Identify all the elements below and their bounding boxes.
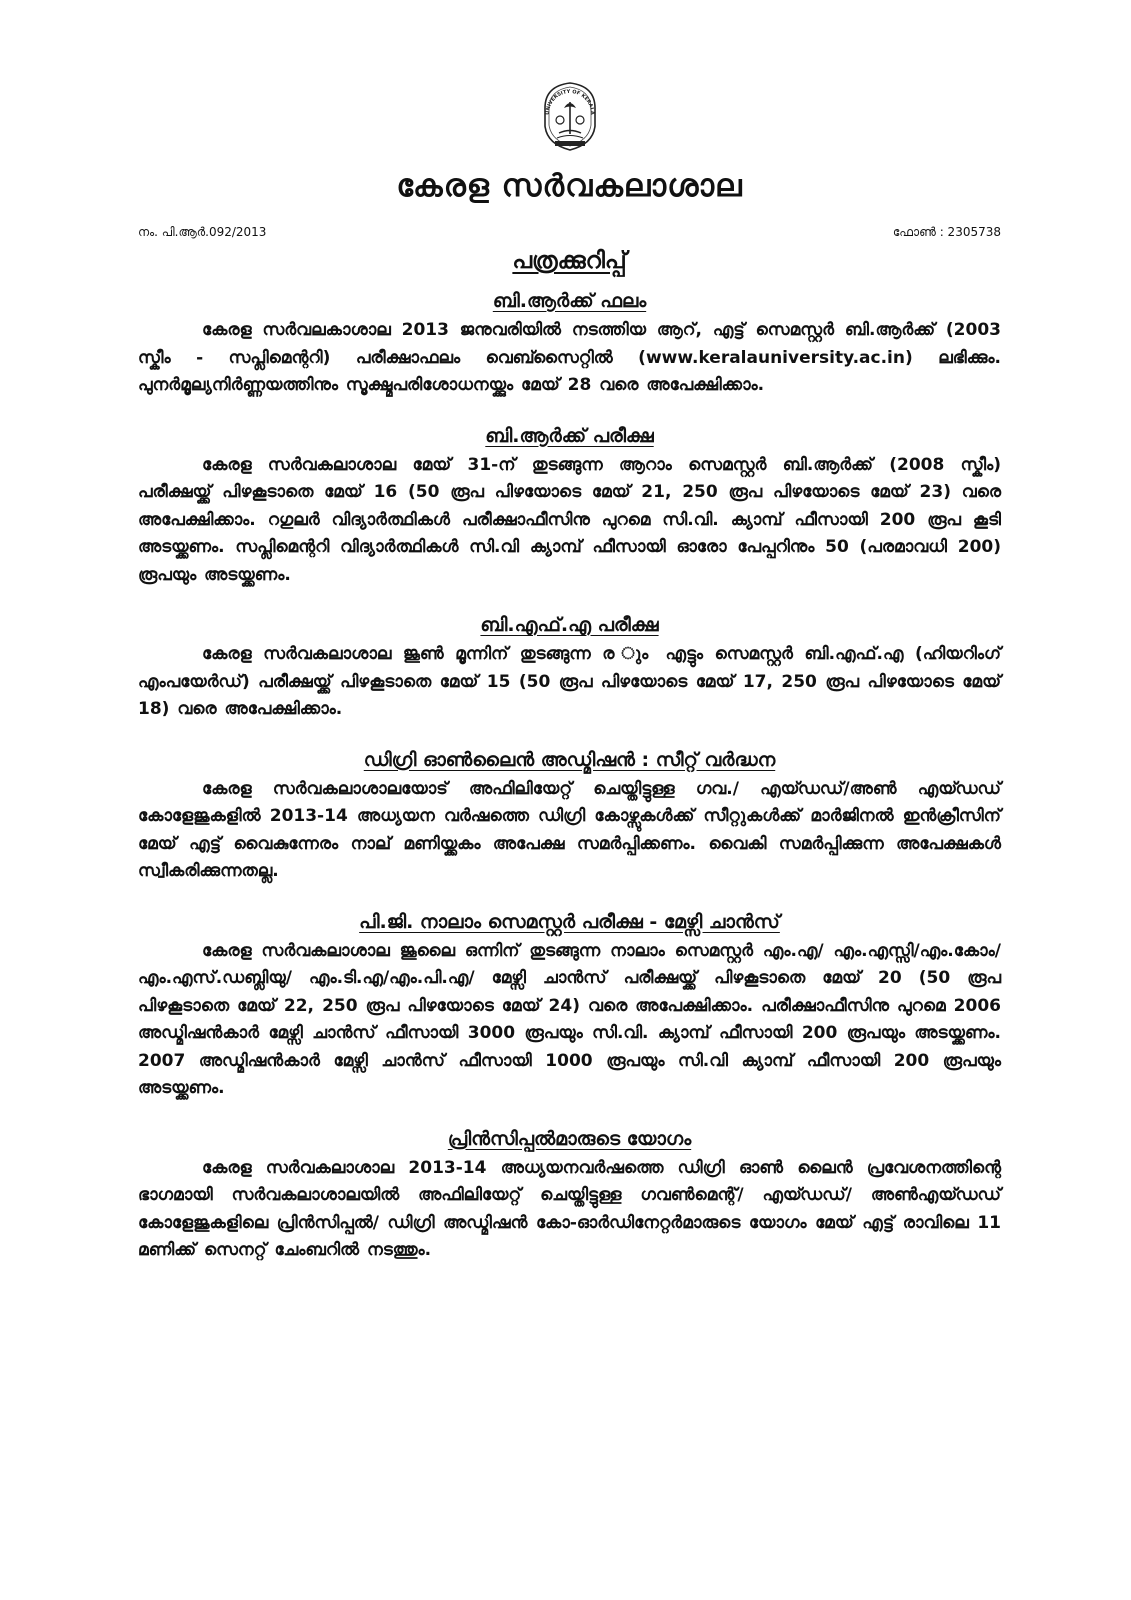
- section-bfa-exam: [138, 612, 1001, 724]
- document-title: [138, 248, 1001, 274]
- section-heading-text: ബി.ആർക്ക് പരീക്ഷ: [485, 424, 654, 447]
- section-degree-admission: [138, 747, 1001, 886]
- reference-row: [138, 225, 1001, 240]
- section-body: കേരള സർവകലാശാല ജൂൺ മൂന്നിന് തുടങ്ങുന്ന ര ും എട്ടും സെമസ്റ്റർ ബി.എഫ്.എ (ഹിയറിംഗ് എംപയേർഡ്) പരീക്ഷയ്ക്ക് പിഴകൂടാതെ മേയ് 15 (50 രൂപ പിഴയോടെ മേയ് 17, 250 രൂപ പിഴയോടെ മേയ് 18) വരെ അപേക്ഷിക്കാം.: [138, 644, 1001, 719]
- section-heading-text: പി.ജി. നാലാം സെമസ്റ്റർ പരീക്ഷ - മേഴ്സി ചാൻസ്: [359, 910, 780, 933]
- section-body: കേരള സർവകലാശാല 2013-14 അധ്യയനവർഷത്തെ ഡിഗ്രി ഓൺ ലൈൻ പ്രവേശനത്തിന്റെ ഭാഗമായി സർവകലാശാലയിൽ അഫിലിയേറ്റ് ചെയ്തിട്ടുള്ള ഗവൺമെന്റ്/ എയ്ഡഡ്/ അൺഎയ്ഡഡ് കോളേജുകളിലെ പ്രിൻസിപ്പൽ/ ഡിഗ്രി അഡ്മിഷൻ കോ-ഓർഡിനേറ്റർമാരുടെ യോഗം മേയ് എട്ട് രാവിലെ 11 മണിക്ക് സെനറ്റ് ചേംബറിൽ നടത്തും.: [138, 1157, 1001, 1260]
- document-title-text: പത്രക്കുറിപ്പ്: [512, 248, 627, 274]
- section-heading: [138, 909, 1001, 935]
- university-name: കേരള സർവകലാശാല: [396, 168, 743, 204]
- section-heading: [138, 288, 1001, 314]
- section-heading: [138, 1126, 1001, 1152]
- section-heading: [138, 612, 1001, 638]
- section-body: കേരള സർവകലാശാല മേയ് 31-ന് തുടങ്ങുന്ന ആറാം സെമസ്റ്റർ ബി.ആർക്ക് (2008 സ്കീം) പരീക്ഷയ്ക്ക് പിഴകൂടാതെ മേയ് 16 (50 രൂപ പിഴയോടെ മേയ് 21, 250 രൂപ പിഴയോടെ മേയ് 23) വരെ അപേക്ഷിക്കാം. റഗുലർ വിദ്യാർത്ഥികൾ പരീക്ഷാഫീസിനു പുറമെ സി.വി. ക്യാമ്പ് ഫീസായി 200 രൂപ കൂടി അടയ്ക്കണം. സപ്ലിമെന്ററി വിദ്യാർത്ഥികൾ സി.വി ക്യാമ്പ് ഫീസായി ഓരോ പേപ്പറിനും 50 (പരമാവധി 200) രൂപയും അടയ്ക്കണം.: [138, 454, 1001, 585]
- section-body: കേരള സർവലകാശാല 2013 ജനുവരിയിൽ നടത്തിയ ആറ്, എട്ട് സെമസ്റ്റർ ബി.ആർക്ക് (2003 സ്കീം - സപ്ലിമെന്ററി) പരീക്ഷാഫലം വെബ്സൈറ്റിൽ (www.keralauniversity.ac.in) ലഭിക്കും. പുനർമൂല്യനിർണ്ണയത്തിനും സൂക്ഷ്മപരിശോധനയ്ക്കും മേയ് 28 വരെ അപേക്ഷിക്കാം.: [138, 320, 1001, 395]
- section-body: കേരള സർവകലാശാല ജൂലൈ ഒന്നിന് തുടങ്ങുന്ന നാലാം സെമസ്റ്റർ എം.എ/ എം.എസ്സി/എം.കോം/ എം.എസ്.ഡബ്ലിയു/ എം.ടി.എ/എം.പി.എ/ മേഴ്സി ചാൻസ് പരീക്ഷയ്ക്ക് പിഴകൂടാതെ മേയ് 20 (50 രൂപ പിഴകൂടാതെ മേയ് 22, 250 രൂപ പിഴയോടെ മേയ് 24) വരെ അപേക്ഷിക്കാം. പരീക്ഷാഫീസിനു പുറമെ 2006 അഡ്മിഷൻകാർ മേഴ്സി ചാൻസ് ഫീസായി 3000 രൂപയും സി.വി. ക്യാമ്പ് ഫീസായി 200 രൂപയും അടയ്ക്കണം. 2007 അഡ്മിഷൻകാർ മേഴ്സി ചാൻസ് ഫീസായി 1000 രൂപയും സി.വി ക്യാമ്പ് ഫീസായി 200 രൂപയും അടയ്ക്കണം.: [138, 940, 1001, 1098]
- section-principals-meeting: [138, 1126, 1001, 1265]
- section-heading-text: പ്രിൻസിപ്പൽമാരുടെ യോഗം: [447, 1127, 692, 1150]
- section-heading: [138, 747, 1001, 773]
- reference-number: നം. പി.ആർ.092/2013: [138, 225, 267, 239]
- section-barch-exam: [138, 423, 1001, 590]
- section-barch-result: [138, 288, 1001, 400]
- section-heading: [138, 423, 1001, 449]
- phone-number: ഫോൺ : 2305738: [892, 225, 1001, 239]
- svg-text:UNIVERSITY OF KERALA: UNIVERSITY OF KERALA: [544, 88, 595, 115]
- university-seal-icon: [537, 78, 603, 154]
- section-heading-text: ഡിഗ്രി ഓൺലൈൻ അഡ്മിഷൻ : സീറ്റ് വർദ്ധന: [363, 748, 776, 771]
- section-heading-text: ബി.ആർക്ക് ഫലം: [492, 290, 647, 312]
- section-body: കേരള സർവകലാശാലയോട് അഫിലിയേറ്റ് ചെയ്തിട്ടുള്ള ഗവ./ എയ്ഡഡ്/അൺ എയ്ഡഡ് കോളേജുകളിൽ 2013-14 അധ്യയന വർഷത്തെ ഡിഗ്രി കോഴ്സുകൾക്ക് സീറ്റുകൾക്ക് മാർജിനൽ ഇൻക്രീസിന് മേയ് എട്ട് വൈകുന്നേരം നാല് മണിയ്ക്കകം അപേക്ഷ സമർപ്പിക്കണം. വൈകി സമർപ്പിക്കുന്ന അപേക്ഷകൾ സ്വീകരിക്കുന്നതല്ല.: [138, 778, 1001, 881]
- section-heading-text: ബി.എഫ്.എ പരീക്ഷ: [480, 614, 659, 636]
- section-pg-mercy-chance: [138, 909, 1001, 1103]
